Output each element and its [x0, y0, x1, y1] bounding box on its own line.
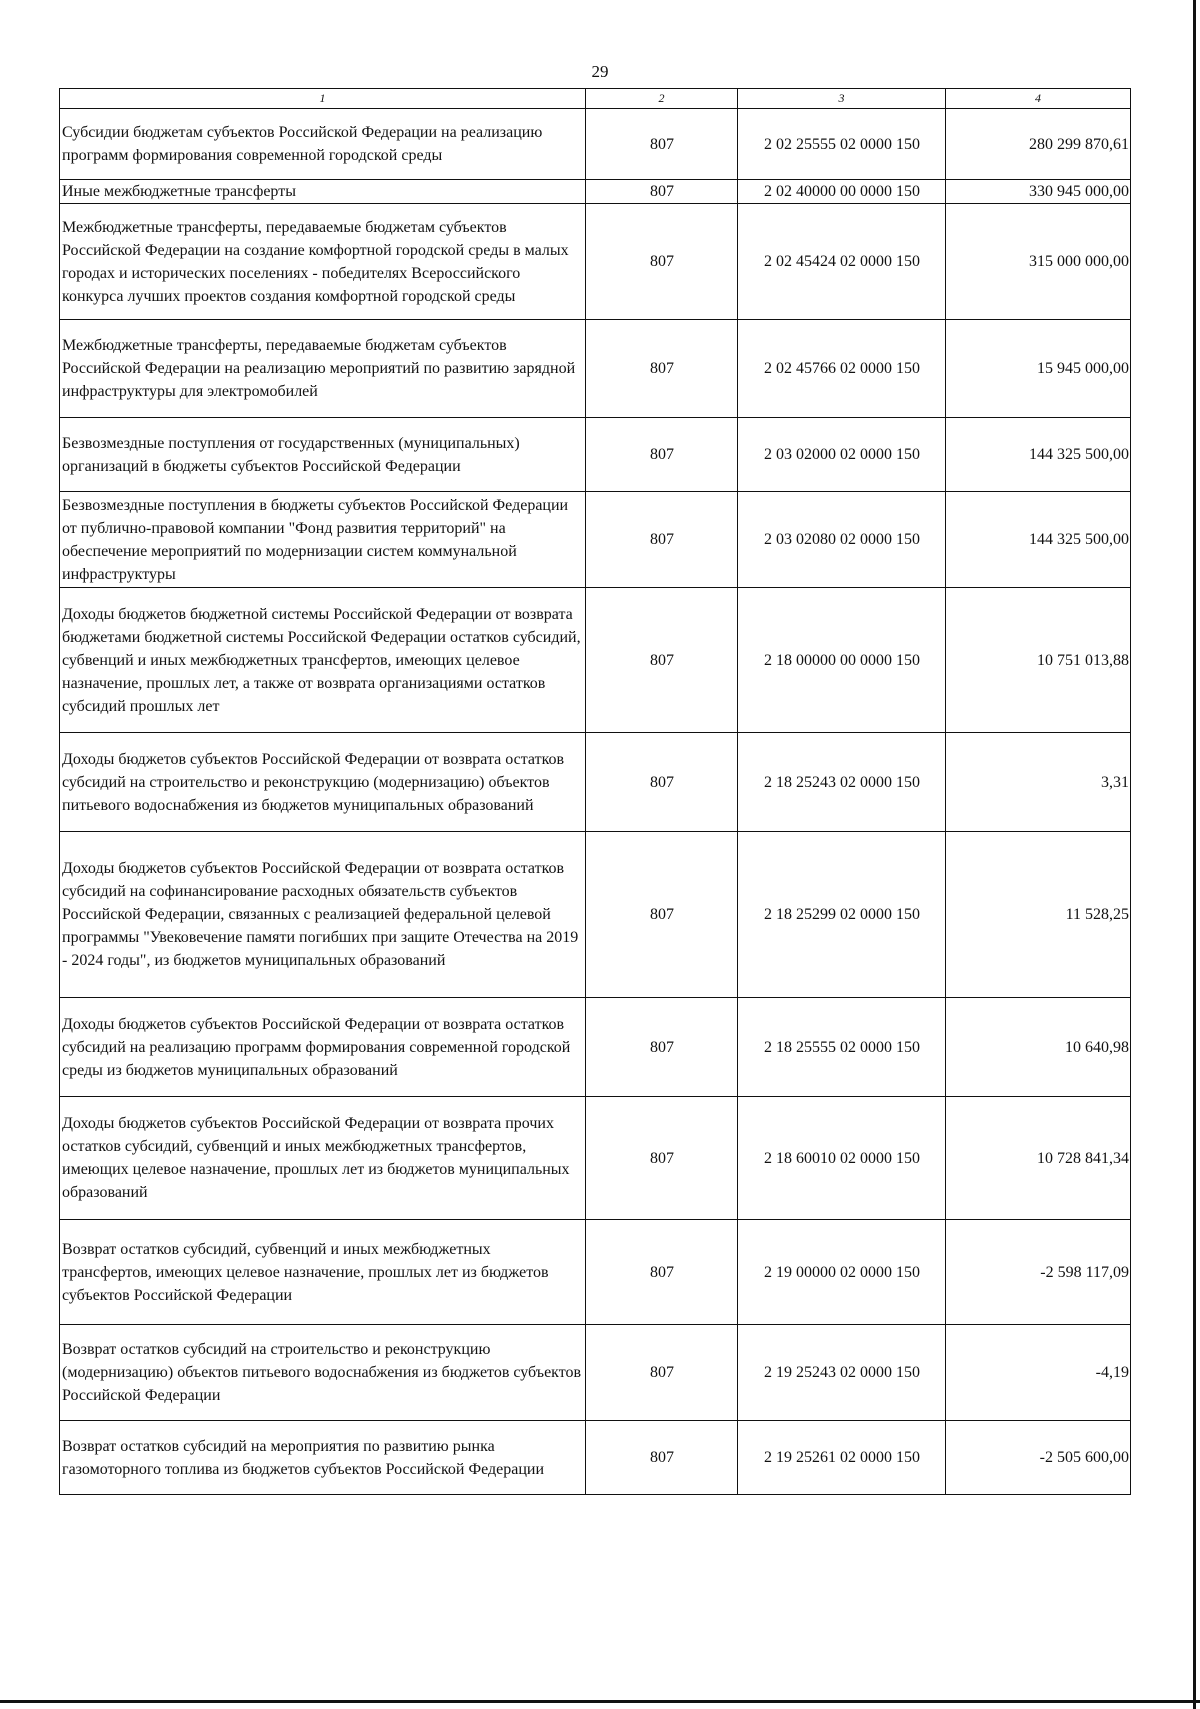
row-code-cell: 2 18 60010 02 0000 150	[738, 1097, 946, 1220]
row-code-cell: 2 02 45424 02 0000 150	[738, 204, 946, 320]
table-row	[60, 1220, 1131, 1325]
row-code-cell: 2 18 25555 02 0000 150	[738, 998, 946, 1097]
scan-edge-bottom	[0, 1700, 1200, 1703]
column-header-code: 3	[738, 89, 946, 109]
row-code-cell: 2 02 40000 00 0000 150	[738, 180, 946, 204]
table-row	[60, 109, 1131, 180]
row-admin-cell: 807	[586, 1421, 738, 1495]
row-amount-cell: -2 598 117,09	[946, 1220, 1131, 1325]
row-name-cell: Возврат остатков субсидий, субвенций и иных межбюджетных трансфертов, имеющих целевое назначение, прошлых лет из бюджетов субъектов Российской Федерации	[60, 1220, 586, 1325]
row-name-cell: Субсидии бюджетам субъектов Российской Федерации на реализацию программ формирования современной городской среды	[60, 109, 586, 180]
row-amount-cell: 315 000 000,00	[946, 204, 1131, 320]
row-code-cell: 2 02 45766 02 0000 150	[738, 320, 946, 418]
row-amount-cell: 3,31	[946, 733, 1131, 832]
row-name-cell: Доходы бюджетов субъектов Российской Федерации от возврата остатков субсидий на реализацию программ формирования современной городской среды из бюджетов муниципальных образований	[60, 998, 586, 1097]
table-row	[60, 1421, 1131, 1495]
row-name-cell: Доходы бюджетов субъектов Российской Федерации от возврата прочих остатков субсидий, субвенций и иных межбюджетных трансфертов, имеющих целевое назначение, прошлых лет из бюджетов муниципальных образований	[60, 1097, 586, 1220]
row-amount-cell: 280 299 870,61	[946, 109, 1131, 180]
row-code-cell: 2 19 00000 02 0000 150	[738, 1220, 946, 1325]
row-code-cell: 2 03 02000 02 0000 150	[738, 418, 946, 492]
table-row	[60, 492, 1131, 588]
row-admin-cell: 807	[586, 1325, 738, 1421]
table-row	[60, 320, 1131, 418]
row-code-cell: 2 02 25555 02 0000 150	[738, 109, 946, 180]
row-amount-cell: -2 505 600,00	[946, 1421, 1131, 1495]
row-amount-cell: 10 640,98	[946, 998, 1131, 1097]
row-name-cell: Иные межбюджетные трансферты	[60, 180, 586, 204]
table-row	[60, 832, 1131, 998]
row-admin-cell: 807	[586, 109, 738, 180]
row-admin-cell: 807	[586, 492, 738, 588]
row-name-cell: Возврат остатков субсидий на строительство и реконструкцию (модернизацию) объектов питьевого водоснабжения из бюджетов субъектов Российской Федерации	[60, 1325, 586, 1421]
row-amount-cell: 144 325 500,00	[946, 418, 1131, 492]
column-header-name: 1	[60, 89, 586, 109]
table-row	[60, 204, 1131, 320]
row-admin-cell: 807	[586, 733, 738, 832]
row-admin-cell: 807	[586, 832, 738, 998]
row-amount-cell: 11 528,25	[946, 832, 1131, 998]
column-header-amount: 4	[946, 89, 1131, 109]
row-amount-cell: 10 728 841,34	[946, 1097, 1131, 1220]
row-amount-cell: 10 751 013,88	[946, 588, 1131, 733]
row-amount-cell: 330 945 000,00	[946, 180, 1131, 204]
page-number: 29	[591, 62, 609, 81]
row-admin-cell: 807	[586, 998, 738, 1097]
row-admin-cell: 807	[586, 1097, 738, 1220]
row-admin-cell: 807	[586, 320, 738, 418]
row-name-cell: Доходы бюджетов субъектов Российской Федерации от возврата остатков субсидий на строительство и реконструкцию (модернизацию) объектов питьевого водоснабжения из бюджетов муниципальных образований	[60, 733, 586, 832]
table-row	[60, 1097, 1131, 1220]
table-row	[60, 733, 1131, 832]
table-row	[60, 418, 1131, 492]
table-row	[60, 1325, 1131, 1421]
column-header-admin: 2	[586, 89, 738, 109]
row-admin-cell: 807	[586, 1220, 738, 1325]
column-number-row	[60, 89, 1131, 109]
row-code-cell: 2 18 25243 02 0000 150	[738, 733, 946, 832]
row-name-cell: Доходы бюджетов бюджетной системы Российской Федерации от возврата бюджетами бюджетной системы Российской Федерации остатков субсидий, субвенций и иных межбюджетных трансфертов, имеющих целевое назначение, прошлых лет, а также от возврата организациями остатков субсидий прошлых лет	[60, 588, 586, 733]
row-name-cell: Межбюджетные трансферты, передаваемые бюджетам субъектов Российской Федерации на создание комфортной городской среды в малых городах и исторических поселениях - победителях Всероссийского конкурса лучших проектов создания комфортной городской среды	[60, 204, 586, 320]
row-code-cell: 2 18 00000 00 0000 150	[738, 588, 946, 733]
row-name-cell: Доходы бюджетов субъектов Российской Федерации от возврата остатков субсидий на софинансирование расходных обязательств субъектов Российской Федерации, связанных с реализацией федеральной целевой программы "Увековечение памяти погибших при защите Отечества на 2019 - 2024 годы", из бюджетов муниципальных образований	[60, 832, 586, 998]
row-amount-cell: -4,19	[946, 1325, 1131, 1421]
row-code-cell: 2 19 25261 02 0000 150	[738, 1421, 946, 1495]
table-row	[60, 180, 1131, 204]
row-admin-cell: 807	[586, 180, 738, 204]
budget-revenue-table	[59, 88, 1131, 1495]
row-code-cell: 2 18 25299 02 0000 150	[738, 832, 946, 998]
row-code-cell: 2 03 02080 02 0000 150	[738, 492, 946, 588]
scan-edge-right	[1193, 0, 1196, 1709]
table-row	[60, 998, 1131, 1097]
row-amount-cell: 144 325 500,00	[946, 492, 1131, 588]
row-name-cell: Межбюджетные трансферты, передаваемые бюджетам субъектов Российской Федерации на реализацию мероприятий по развитию зарядной инфраструктуры для электромобилей	[60, 320, 586, 418]
row-amount-cell: 15 945 000,00	[946, 320, 1131, 418]
row-admin-cell: 807	[586, 418, 738, 492]
row-name-cell: Безвозмездные поступления от государственных (муниципальных) организаций в бюджеты субъектов Российской Федерации	[60, 418, 586, 492]
row-admin-cell: 807	[586, 204, 738, 320]
row-name-cell: Возврат остатков субсидий на мероприятия по развитию рынка газомоторного топлива из бюджетов субъектов Российской Федерации	[60, 1421, 586, 1495]
row-code-cell: 2 19 25243 02 0000 150	[738, 1325, 946, 1421]
table-row	[60, 588, 1131, 733]
row-name-cell: Безвозмездные поступления в бюджеты субъектов Российской Федерации от публично-правовой компании "Фонд развития территорий" на обеспечение мероприятий по модернизации систем коммунальной инфраструктуры	[60, 492, 586, 588]
row-admin-cell: 807	[586, 588, 738, 733]
